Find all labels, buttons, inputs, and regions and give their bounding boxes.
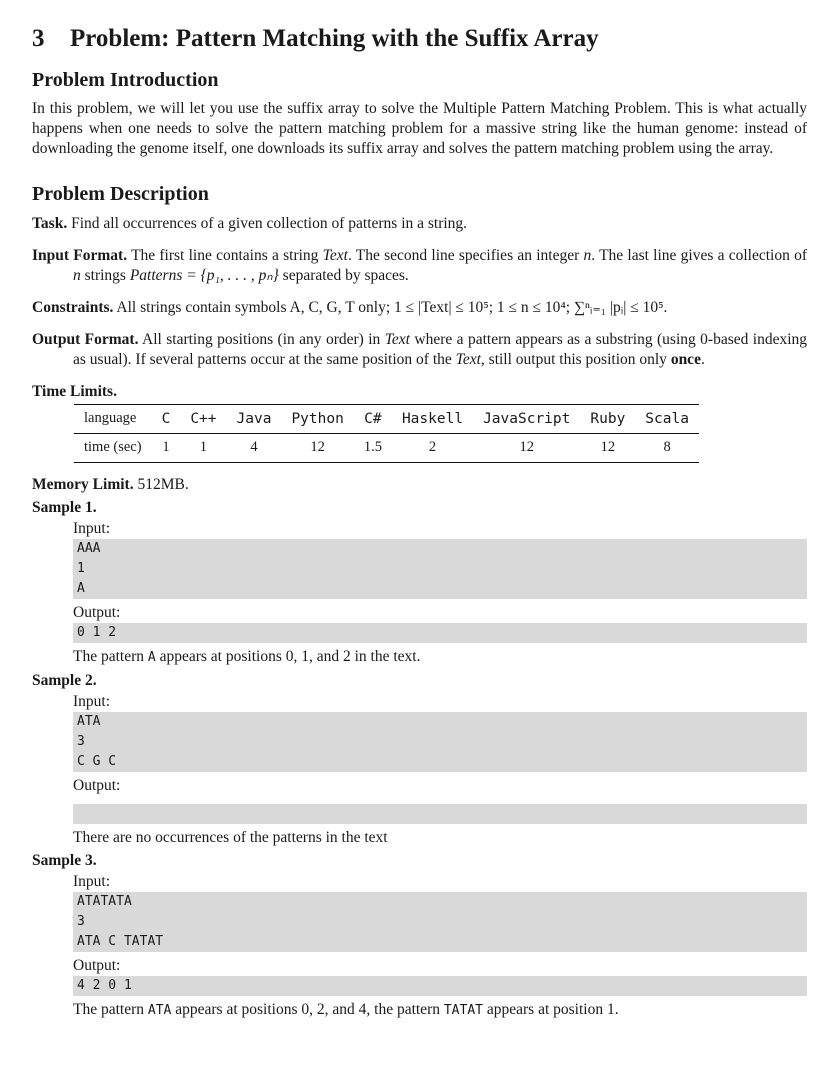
sample-1-note-text-1: The pattern	[73, 648, 145, 665]
section-title	[32, 22, 807, 56]
input-format-var-n: n	[583, 247, 592, 264]
sample-3-input-block	[73, 892, 807, 952]
sample-2-output-block	[73, 804, 807, 824]
sample-2-note: There are no occurrences of the patterns in the text	[73, 829, 388, 846]
time-limits-header-cell: C	[152, 405, 181, 434]
output-format-text-3: , still output this position only	[480, 351, 667, 368]
code-line: 3	[77, 914, 85, 929]
sample-2-input-block	[73, 712, 807, 772]
sample-2-label-row	[32, 671, 807, 691]
time-limits-value-cell: 8	[635, 434, 699, 463]
time-limits-value-cell: time (sec)	[74, 434, 152, 463]
time-limits-value-cell: 1	[152, 434, 181, 463]
time-limits-header-cell: C++	[180, 405, 226, 434]
sample-3-output-block	[73, 976, 807, 996]
time-limits-label-row	[32, 382, 807, 402]
time-limits-value-cell: 4	[227, 434, 282, 463]
time-limits-header-row	[74, 405, 699, 434]
code-line: ATA C TATAT	[77, 934, 164, 949]
sample-3-note-code-2: TATAT	[443, 1003, 483, 1018]
task-paragraph	[32, 214, 807, 234]
sample-1-input-label: Input:	[73, 520, 111, 537]
time-limits-value-cell: 1.5	[354, 434, 392, 463]
sample-3-note-text-1: The pattern	[73, 1001, 145, 1018]
sample-1-note	[73, 646, 807, 668]
code-line	[73, 804, 807, 824]
description-heading: Problem Description	[32, 183, 209, 205]
code-line: C G C	[77, 754, 117, 769]
code-line: 3	[77, 734, 85, 749]
output-format-text-1: All starting positions (in any order) in	[142, 331, 381, 348]
time-limits-value-cell: 12	[281, 434, 353, 463]
constraints-text: All strings contain symbols A, C, G, T only; 1 ≤ |Text| ≤ 10⁵; 1 ≤ n ≤ 10⁴; ∑ⁿᵢ₌₁ |pᵢ| ≤ 10⁵.	[116, 299, 668, 316]
sample-1-note-text-2: appears at positions 0, 1, and 2 in the text.	[159, 648, 421, 665]
code-line: AAA	[77, 541, 101, 556]
input-format-var-patterns: Patterns	[129, 267, 183, 284]
memory-limit-value: 512MB.	[137, 476, 189, 493]
task-text: Find all occurrences of a given collection of patterns in a string.	[71, 215, 468, 232]
sample-1-label-row	[32, 498, 807, 518]
output-format-paragraph	[32, 330, 807, 370]
section-title-text: Problem: Pattern Matching with the Suffix Array	[70, 25, 599, 52]
input-format-text-2: . The second line specifies an integer	[347, 247, 580, 264]
sample-1-label: Sample 1.	[32, 499, 97, 516]
code-line: A	[77, 581, 85, 596]
time-limits-header-cell: C#	[354, 405, 392, 434]
input-format-text-4: strings	[84, 267, 126, 284]
intro-text: In this problem, we will let you use the suffix array to solve the Multiple Pattern Matching Problem. This is what actually happens when one needs to solve the pattern matching problem for a massive string like the human genome: instead of downloading the genome itself, one downloads its suffix array and solves the pattern matching problem using the array.	[32, 100, 807, 157]
time-limits-value-row	[74, 434, 699, 463]
intro-heading: Problem Introduction	[32, 69, 219, 91]
input-format-paragraph	[32, 246, 807, 286]
time-limits-header-cell: Ruby	[580, 405, 635, 434]
sample-3-note-text-2: appears at positions 0, 2, and 4, the pattern	[175, 1001, 440, 1018]
output-format-var-text-2: Text	[455, 351, 481, 368]
input-format-text-1: The first line contains a string	[131, 247, 319, 264]
time-limits-label: Time Limits.	[32, 383, 117, 400]
sample-3-note-code-1: ATA	[147, 1003, 172, 1018]
time-limits-header-cell: language	[74, 405, 152, 434]
input-format-var-text: Text	[322, 247, 348, 264]
sample-3-label: Sample 3.	[32, 852, 97, 869]
sample-3-label-row	[32, 851, 807, 871]
output-format-label: Output Format.	[32, 331, 139, 348]
code-line: 4 2 0 1	[77, 978, 132, 993]
sample-3-note-text-3: appears at position 1.	[486, 1001, 619, 1018]
sample-1-note-code: A	[147, 650, 156, 665]
memory-limit-paragraph	[32, 475, 807, 495]
sample-2-label: Sample 2.	[32, 672, 97, 689]
output-format-var-text: Text	[384, 331, 410, 348]
section-number: 3	[32, 25, 45, 52]
task-label: Task.	[32, 215, 68, 232]
sample-2-output-label: Output:	[73, 777, 121, 794]
input-format-set: = {p₁, . . . , pₙ}	[182, 267, 279, 284]
input-format-label: Input Format.	[32, 247, 128, 264]
input-format-text-3: . The last line gives a collection of	[591, 247, 808, 264]
sample-3-output-label: Output:	[73, 957, 121, 974]
time-limits-header-cell: Scala	[635, 405, 699, 434]
time-limits-value-cell: 2	[392, 434, 473, 463]
constraints-paragraph	[32, 298, 807, 318]
sample-2-input-label: Input:	[73, 693, 111, 710]
time-limits-header-cell: Python	[281, 405, 353, 434]
code-line: 0 1 2	[77, 625, 117, 640]
time-limits-header-cell: Java	[227, 405, 282, 434]
input-format-var-n-2: n	[73, 267, 81, 284]
sample-1-output-block	[73, 623, 807, 643]
sample-3-input-label: Input:	[73, 873, 111, 890]
problem-page	[32, 22, 807, 1021]
code-line: 1	[77, 561, 85, 576]
sample-1-input-block	[73, 539, 807, 599]
code-line: ATATATA	[77, 894, 132, 909]
output-format-once: once	[670, 351, 701, 368]
time-limits-value-cell: 12	[473, 434, 580, 463]
time-limits-value-cell: 1	[180, 434, 226, 463]
input-format-text-5: separated by spaces.	[282, 267, 409, 284]
sample-1-output-label: Output:	[73, 604, 121, 621]
time-limits-header-cell: Haskell	[392, 405, 473, 434]
sample-3-note	[73, 999, 807, 1021]
code-line: ATA	[77, 714, 101, 729]
output-format-end: .	[700, 351, 705, 368]
time-limits-table	[74, 404, 699, 463]
memory-limit-label: Memory Limit.	[32, 476, 134, 493]
output-format-text-2: where a pattern appears as a substring (using 0-based indexing as usual). If several patterns occur at the same position of the	[73, 331, 808, 368]
time-limits-header-cell: JavaScript	[473, 405, 580, 434]
constraints-label: Constraints.	[32, 299, 114, 316]
time-limits-value-cell: 12	[580, 434, 635, 463]
